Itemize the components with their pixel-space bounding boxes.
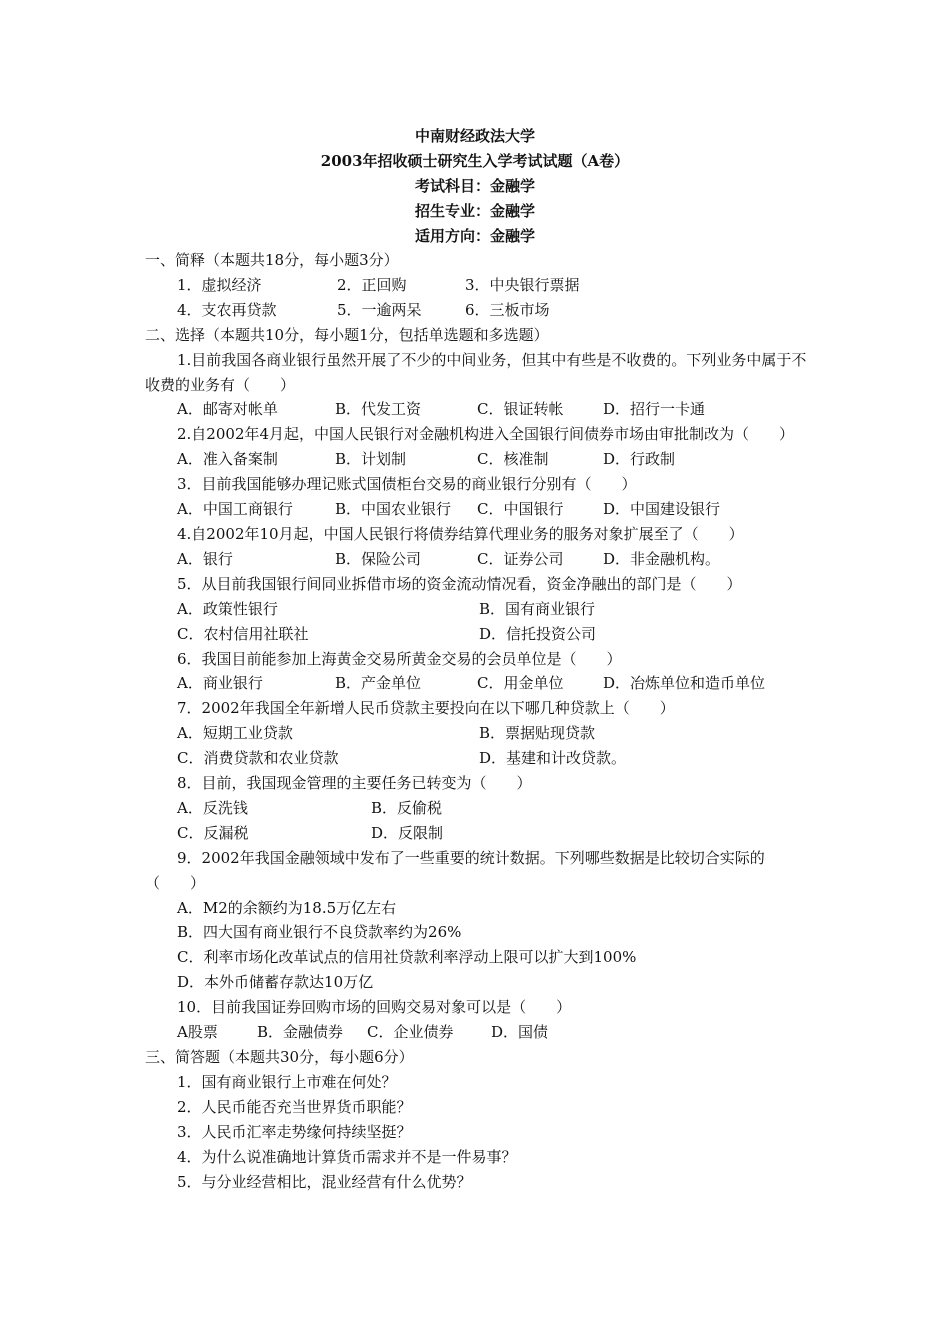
option: A．M2的余额约为18.5万亿左右	[177, 898, 397, 917]
question-stem: 7．2002年我国全年新增人民币贷款主要投向在以下哪几种贷款上（ ）	[177, 699, 675, 718]
option: C．反漏税	[177, 823, 249, 842]
section3-heading: 三、简答题（本题共30分，每小题6分）	[145, 1048, 414, 1066]
exam-title: 2003年招收硕士研究生入学考试试题（A卷）	[320, 152, 630, 170]
option: D．基建和计改贷款。	[479, 749, 627, 768]
term-item: 4．支农再贷款	[177, 300, 277, 319]
option: A．政策性银行	[177, 599, 278, 618]
question-stem: 5．从目前我国银行间同业拆借市场的资金流动情况看，资金净融出的部门是（ ）	[177, 574, 742, 593]
option: A．银行	[177, 549, 233, 568]
option: C．核准制	[477, 450, 549, 469]
question-options	[145, 796, 815, 821]
option: C．企业债券	[367, 1023, 454, 1042]
option: C．银证转帐	[477, 400, 564, 419]
term-item: 2．正回购	[337, 275, 407, 294]
question-options	[145, 746, 815, 771]
option: A．反洗钱	[177, 798, 248, 817]
option: C．利率市场化改革试点的信用社贷款利率浮动上限可以扩大到100%	[177, 948, 637, 967]
question-options	[145, 597, 815, 622]
option: B．产金单位	[335, 674, 422, 693]
option: D．信托投资公司	[479, 624, 597, 643]
term-item: 5．一逾两呆	[337, 300, 422, 319]
term-item: 6．三板市场	[465, 300, 550, 319]
option: B．票据贴现贷款	[479, 724, 596, 743]
option: A．短期工业贷款	[177, 724, 293, 743]
question-options	[145, 721, 815, 746]
option: B．金融债券	[257, 1023, 344, 1042]
option: A股票	[177, 1023, 218, 1042]
option: D．反限制	[371, 823, 444, 842]
option: B．计划制	[335, 450, 407, 469]
option: C．证券公司	[477, 549, 564, 568]
question-stem: 2.自2002年4月起，中国人民银行对金融机构进入全国银行间债券市场由审批制改为（ ）	[177, 425, 795, 444]
section1-heading: 一、简释（本题共18分，每小题3分）	[145, 251, 399, 269]
exam-direction: 适用方向：金融学	[414, 227, 535, 245]
term-item: 1．虚拟经济	[177, 275, 262, 294]
question-options	[145, 1020, 815, 1045]
option: B．中国农业银行	[335, 500, 452, 519]
short-answer-question: 3．人民币汇率走势缘何持续坚挺？	[177, 1122, 412, 1141]
option: B．国有商业银行	[479, 599, 596, 618]
option: B．保险公司	[335, 549, 422, 568]
option: D．非金融机构。	[603, 549, 721, 568]
option: B．代发工资	[335, 400, 422, 419]
option: D．本外币储蓄存款达10万亿	[177, 973, 374, 992]
question-options	[145, 397, 815, 422]
exam-content	[145, 248, 815, 1194]
short-answer-question: 2．人民币能否充当世界货币职能？	[177, 1097, 412, 1116]
option: A．商业银行	[177, 674, 263, 693]
option: C．中国银行	[477, 500, 564, 519]
option: D．招行一卡通	[603, 400, 706, 419]
question-options	[145, 447, 815, 472]
option: A．中国工商银行	[177, 500, 293, 519]
option: A．准入备案制	[177, 450, 278, 469]
question-stem: 1.目前我国各商业银行虽然开展了不少的中间业务，但其中有些是不收费的。下列业务中属于不收费的业务有（ ）	[145, 350, 807, 394]
option: B．四大国有商业银行不良贷款率约为26%	[177, 923, 462, 942]
question-stem: 9．2002年我国金融领域中发布了一些重要的统计数据。下列哪些数据是比较切合实际的（ ）	[145, 848, 765, 892]
section1-row-1	[145, 273, 815, 298]
exam-major: 招生专业：金融学	[414, 202, 535, 220]
question-options	[145, 547, 815, 572]
option: C．消费贷款和农业贷款	[177, 749, 339, 768]
section2-heading: 二、选择（本题共10分，每小题1分，包括单选题和多选题）	[145, 325, 549, 344]
question-options	[145, 622, 815, 647]
option: D．行政制	[603, 450, 676, 469]
option: D．冶炼单位和造币单位	[603, 674, 766, 693]
question-stem: 8．目前，我国现金管理的主要任务已转变为（ ）	[177, 774, 532, 793]
short-answer-question: 5．与分业经营相比，混业经营有什么优势？	[177, 1172, 472, 1191]
option: C．农村信用社联社	[177, 624, 309, 643]
university-name: 中南财经政法大学	[414, 127, 535, 145]
question-stem: 6．我国目前能参加上海黄金交易所黄金交易的会员单位是（ ）	[177, 649, 622, 668]
option: C．用金单位	[477, 674, 564, 693]
question-stem: 10．目前我国证券回购市场的回购交易对象可以是（ ）	[177, 998, 572, 1017]
question-options	[145, 821, 815, 846]
option: D．中国建设银行	[603, 500, 721, 519]
term-item: 3．中央银行票据	[465, 275, 580, 294]
option: D．国债	[491, 1023, 549, 1042]
question-options	[145, 671, 815, 696]
short-answer-question: 1．国有商业银行上市难在何处？	[177, 1072, 397, 1091]
question-options	[145, 497, 815, 522]
option: B．反偷税	[371, 798, 443, 817]
question-stem: 4.自2002年10月起，中国人民银行将债券结算代理业务的服务对象扩展至了（ ）	[177, 524, 744, 543]
question-stem: 3．目前我国能够办理记账式国债柜台交易的商业银行分别有（ ）	[177, 475, 637, 494]
short-answer-question: 4．为什么说准确地计算货币需求并不是一件易事？	[177, 1147, 517, 1166]
section1-row-2	[145, 298, 815, 323]
exam-subject: 考试科目：金融学	[414, 177, 535, 195]
title-block	[0, 124, 950, 249]
option: A．邮寄对帐单	[177, 400, 278, 419]
